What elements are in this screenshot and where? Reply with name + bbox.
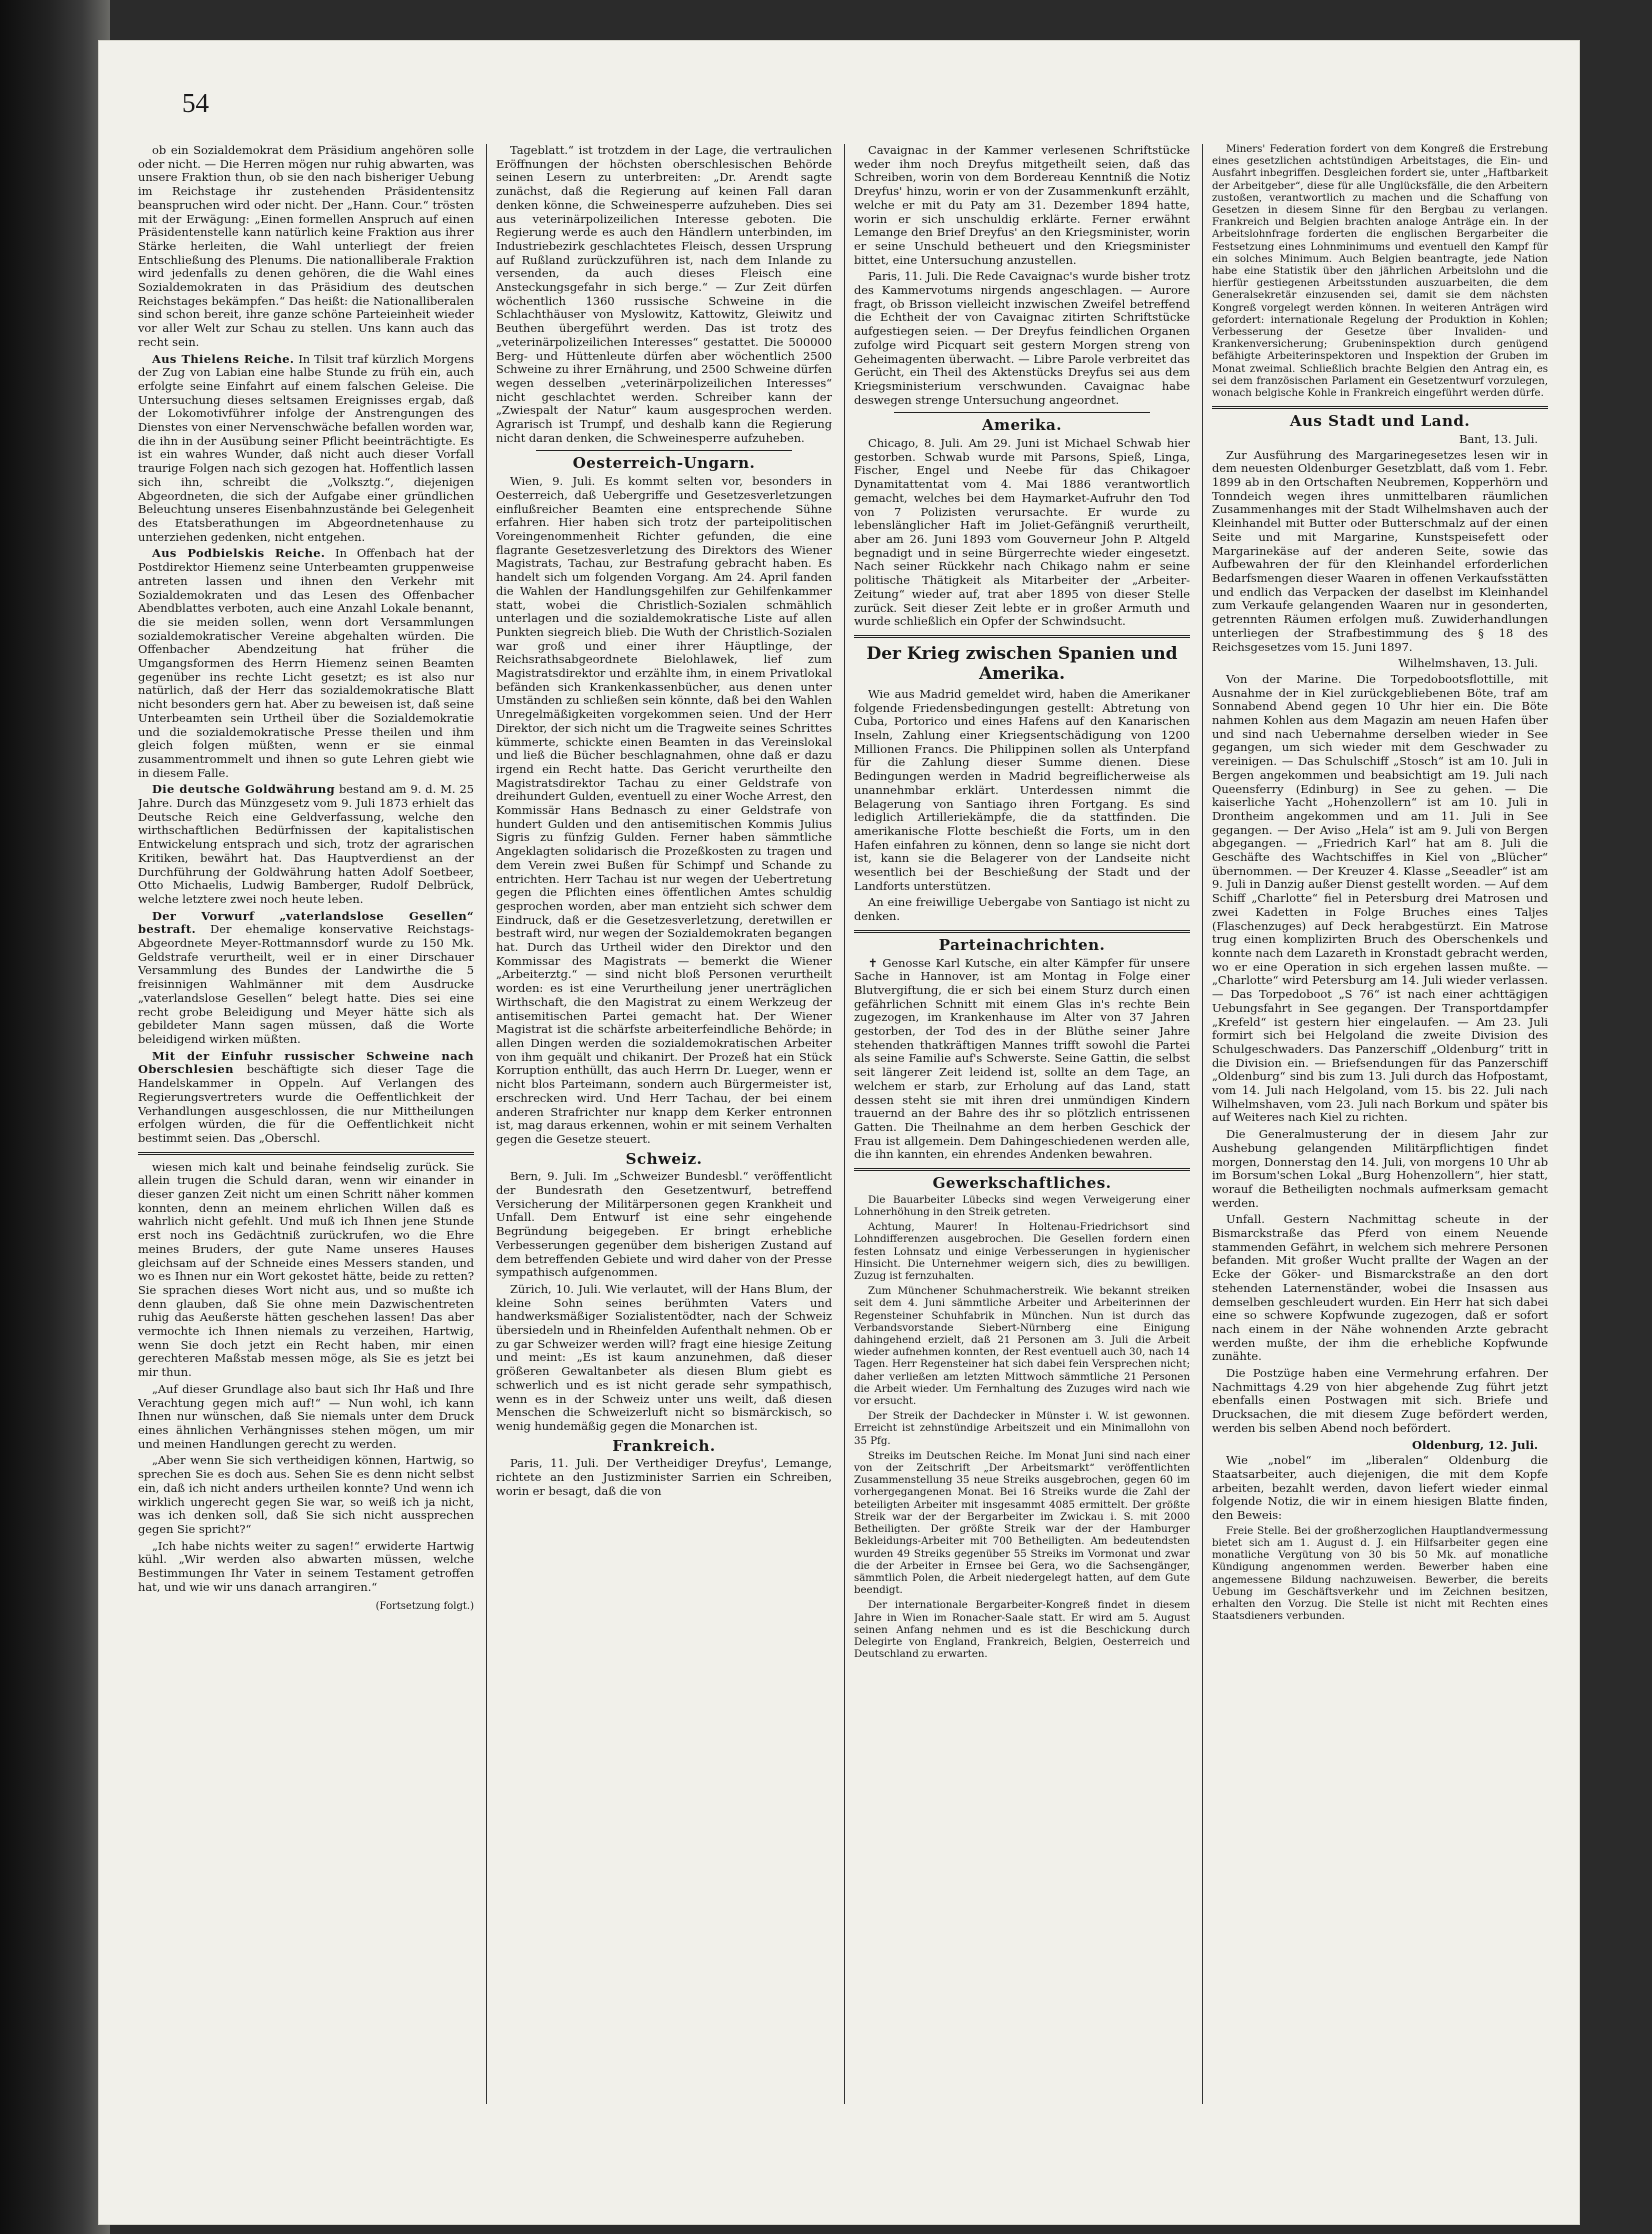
paragraph: Wien, 9. Juli. Es kommt selten vor, besonders in Oesterreich, daß Uebergriffe und Gesetzesverletzungen einflußreicher Beamten eine entsprechende Sühne erfahren. Hier haben sich trotz der parteipolitischen Voreingenommenheit Richter gefunden, die eine flagrante Gesetzesverletzung des Direktors des Wiener Magistrats, Tachau, zur Bestrafung gebracht haben. Es handelt sich um folgenden Vorgang. Am 24. April fanden die Wahlen der Handlungsgehilfen zur Gehilfenkammer statt, wobei die Christlich-Sozialen schmählich unterlagen und die sozialdemokratische Liste auf allen Punkten siegreich blieb. Die Wuth der Christlich-Sozialen war groß und einer ihrer Häuptlinge, der Reichsrathsabgeordnete Bielohlawek, lief zum Magistratsdirektor und erzählte ihm, in einem Privatlokal befänden sich Krankenkassenbücher, aus denen unter Umständen zu schließen sein könnte, daß bei den Wahlen Unregelmäßigkeiten vorgekommen seien. Und der Herr Direktor, der sich nicht um die Tragweite seines Schrittes kümmerte, schickte einen Beamten in das Vereinslokal und ließ die Bücher beschlagnahmen, ohne daß er dazu irgend ein Recht hatte. Das Gericht verurtheilte den Magistratsdirektor Tachau zu einer Geldstrafe von dreihundert Gulden, eventuell zu einer Woche Arrest, den Kommissär Hans Bednasch zu einer Geldstrafe von hundert Gulden und den antisemitischen Kommis Julius Sigris zu fünfzig Gulden. Ferner haben sämmtliche Angeklagten solidarisch die Prozeßkosten zu tragen und dem Verein zwei Bußen für Schimpf und Schande zu entrichten. Herr Tachau ist nur wegen der Uebertretung gegen die Pflichten eines öffentlichen Amtes schuldig gesprochen worden, aber man entzieht sich schwer dem Eindruck, daß er die Gesetzesverletzung, deretwillen er bestraft wird, nur wegen der Sozialdemokraten begangen hat. Durch das Urtheil wider den Direktor und den Kommissar des Magistrats — bemerkt die Wiener „Arbeiterztg.“ — sind nicht bloß Personen verurtheilt worden: es ist eine Verurtheilung jener unerträglichen Wirthschaft, die den Magistrat zu einem Werkzeug der antisemitischen Partei gemacht hat. Der Wiener Magistrat ist die schärfste arbeiterfeindliche Behörde; in allen Dingen werden die sozialdemokratischen Arbeiter von ihm gequält und chikanirt. Der Prozeß hat ein Stück Korruption enthüllt, das auch Herrn Dr. Lueger, wenn er nicht blos Parteimann, sondern auch Bürgermeister ist, erschrecken wird. Und Herr Tachau, der bei einem anderen Strafrichter nur knapp dem Kerker entronnen ist, mag daraus erkennen, wohin er mit seinem Verhalten gegen die Gesetze steuert. — [496, 474, 832, 1146]
feuilleton-paragraph: „Ich habe nichts weiter zu sagen!“ erwiderte Hartwig kühl. „Wir werden also abwarten müssen, welche Bestimmungen Ihr Vater in seinem Testament getroffen hat, und wie wir uns danach arrangiren.“ — [138, 1538, 474, 1594]
dateline: Oldenburg, 12. Juli. — [1412, 1437, 1538, 1452]
section-heading: Aus Podbielskis Reiche. — [152, 546, 326, 561]
paragraph: Chicago, 8. Juli. Am 29. Juni ist Michael Schwab hier gestorben. Schwab wurde mit Parsons, Spieß, Linga, Fischer, Engel und Neebe für das Chikagoer Dynamitattentat vom 4. Mai 1886 verantwortlich gemacht, welches bei dem Haymarket-Aufruhr den Tod von 7 Polizisten verursachte. Er wurde zu lebenslänglicher Haft im Joliet-Gefängniß verurtheilt, aber am 26. Juni 1893 vom Gouverneur John P. Altgeld begnadigt und in seine Bürgerrechte wieder eingesetzt. Nach seiner Rückkehr nach Chikago nahm er seine politische Thätigkeit als Mitarbeiter der „Arbeiter-Zeitung“ wieder auf, trat aber 1895 von dieser Stelle zurück. Seit dieser Zeit lebte er in großer Armuth und wurde schließlich ein Opfer der Schwindsucht. — [854, 436, 1190, 629]
paragraph: Zum Münchener Schuhmacherstreik. Wie bekannt streiken seit dem 4. Juni sämmtliche Arbeiter und Arbeiterinnen der Regensteiner Schuhfabrik in München. Nun ist durch das Verbandsvorstande Siebert-Nürnberg eine Einigung dahingehend erzielt, daß 21 Personen am 3. Juli die Arbeit wieder aufnehmen konnten, der Rest eventuell auch 30, nach 14 Tagen. Herr Regensteiner hat sich dabei fein Versprechen nicht; daher verließen am letzten Mittwoch sämmtliche 21 Personen die Arbeit wieder. Um Fernhaltung des Zuzuges wird nach wie vor ersucht. — [854, 1286, 1190, 1408]
feuilleton-paragraph: wiesen mich kalt und beinahe feindselig zurück. Sie allein trugen die Schuld daran, wenn wir einander in dieser ganzen Zeit nicht um einen Schritt näher kommen konnten, denn an meinem ehrlichen Willen daß es wahrlich nicht gefehlt. Und muß ich Ihnen jene Stunde erst noch ins Gedächtniß zurückrufen, wo die Ehre meines Bruders, der gute Name unseres Hauses gleichsam auf der Schneide eines Messers standen, und wo es Ihnen nur ein Wort gekostet hätte, beide zu retten? Sie sprachen dieses Wort nicht aus, und so mußte ich denn glauben, daß Sie ohne mein Dazwischentreten ruhig das Aeußerste hätten geschehen lassen! Das aber vermochte ich Ihnen niemals zu verzeihen, Hartwig, wenn Sie doch jetzt ein Recht haben, mir einen gerechteren Maßstab messen möge, als Sie es jetzt bei mir thun. — [138, 1159, 474, 1380]
dateline: Bant, 13. Juli. — [1459, 431, 1538, 446]
paragraph: Der ehemalige konservative Reichstags-Abgeordnete Meyer-Rottmannsdorf wurde zu 150 Mk. Geldstrafe verurtheilt, weil er in einer Dirschauer Versammlung des Bundes der Landwirthe die 5 freisinnigen Wahlmänner mit dem Ausdrucke „vaterlandslose Gesellen“ belegt hatte. Dies sei eine recht grobe Beleidigung und Meyer hätte sich als gebildeter Mann sagen müssen, daß die Worte beleidigend wirken müßten. — [138, 922, 474, 1046]
paragraph: Zürich, 10. Juli. Wie verlautet, will der Hans Blum, der kleine Sohn seines berühmten Vaters und handwerksmäßiger Sozialistentödter, nach der Schweiz übersiedeln und in Rheinfelden Aufenthalt nehmen. Ob er zu gar Schweizer werden will? fragt eine hiesige Zeitung und meint: „Es ist kaum anzunehmen, daß dieser größeren Gewaltanbeter als diesen Blum giebt es schwerlich und es ist nicht gerade sehr sympathisch, wenn es in der Schweiz unter uns weilt, daß diesen Menschen die Schweizerluft nicht so bismärckisch, so wenig hundemäßig gegen die Monarchen ist. — [496, 1281, 832, 1433]
column-rule — [1202, 144, 1203, 2104]
section-rule — [536, 450, 792, 451]
paragraph: Bern, 9. Juli. Im „Schweizer Bundesbl.“ veröffentlicht der Bundesrath den Gesetzentwurf, betreffend Versicherung der Militärpersonen gegen Krankheit und Unfall. Dem Entwurf ist eine sehr eingehende Begründung beigegeben. Er bringt erhebliche Verbesserungen gegenüber dem bisherigen Zustand auf dem betreffenden Gebiete und wird daher von der Presse sympathisch aufgenommen. — [496, 1169, 832, 1280]
section-rule — [894, 412, 1150, 413]
paragraph: Die Generalmusterung der in diesem Jahr zur Aushebung gelangenden Militärpflichtigen findet morgen, Donnerstag den 14. Juli, von morgens 10 Uhr ab im Borsum'schen Lokal „Burg Hohenzollern“, hier statt, worauf die Betheiligten nochmals aufmerksam gemacht werden. — [1212, 1127, 1548, 1210]
section-heading: Aus Stadt und Land. — [1289, 412, 1471, 431]
column-rule — [844, 144, 845, 2104]
paragraph: ✝ Genosse Karl Kutsche, ein alter Kämpfer für unsere Sache in Hannover, ist am Montag in Folge einer Blutvergiftung, die er sich bei einem Sturz durch einen gefährlichen Schnitt mit einem Glas in's rechte Bein zugezogen, im Krankenhause im Alter von 37 Jahren gestorben, der Tod des in der Blüthe seiner Jahre stehenden thatkräftigen Mannes trifft sowohl die Partei als seine Familie auf's Schwerste. Seine Gattin, die selbst seit längerer Zeit leidend ist, sollte an dem Tage, an welchem er starb, zur Erholung auf das Land, statt dessen steht sie mit ihren drei unmündigen Kindern trauernd an der Bahre des ihr so plötzlich entrissenen Gatten. Die Theilnahme an dem herben Geschick der Frau ist allgemein. Dem Dahingeschiedenen werden alle, die ihn kannten, ein ehrendes Andenken bewahren. — [854, 955, 1190, 1162]
section-heading: Die deutsche Goldwährung — [152, 782, 335, 797]
paragraph: beschäftigte sich dieser Tage die Handelskammer in Oppeln. Auf Verlangen des Regierungsvertreters wurde die Oeffentlichkeit der Verhandlungen ausgeschlossen, die nur Mittheilungen erfolgen würden, die für die Oeffentlichkeit nicht bestimmt seien. Das „Oberschl. — [138, 1062, 474, 1145]
paragraph: Der Streik der Dachdecker in Münster i. W. ist gewonnen. Erreicht ist zehnstündige Arbeitszeit und ein Minimallohn von 35 Pfg. — [854, 1411, 1190, 1447]
paragraph: In Tilsit traf kürzlich Morgens der Zug von Labian eine halbe Stunde zu früh ein, auch erfolgte seine Einfahrt auf einem falschen Geleise. Die Untersuchung dieses seltsamen Ereignisses ergab, daß der Lokomotivführer infolge der Anstrengungen des Dienstes von einer Nervenschwäche befallen worden war, die ihn in der Ausübung seiner Pflicht beeinträchtigte. Es ist ein wahres Wunder, daß nicht auch dieser Vorfall traurige Folgen nach sich gezogen hat. Hoffentlich lassen sich ihn, schreibt die „Volksztg.“, diejenigen Abgeordneten, die sich der Aufgabe einer gründlichen Beleuchtung unseres Eisenbahnzustände bei Gelegenheit des Etatsberathungen im Abgeordnetenhause zu unterziehen gedenken, nicht entgehen. — [138, 351, 474, 544]
section-heading: Oesterreich-Ungarn. — [572, 454, 756, 473]
continuation-note: (Fortsetzung folgt.) — [375, 1601, 474, 1613]
dateline: Wilhelmshaven, 13. Juli. — [1398, 656, 1538, 671]
section-heading: Parteinachrichten. — [938, 935, 1106, 954]
page-number: 54 — [182, 88, 209, 118]
paragraph: Unfall. Gestern Nachmittag scheute in der Bismarckstraße das Pferd von einem Neuende stammenden Gefährt, in welchem sich mehrere Personen befanden. Mit großer Wucht prallte der Wagen an der Ecke der Göker- und Bismarckstraße an den dort stehenden Laternenständer, wobei die Insassen aus demselben geschleudert wurden. Ein Herr hat sich dabei eine so schwere Kopfwunde zugezogen, daß er sofort nach einem in der Nähe wohnenden Arzte gebracht werden mußte, der ihm die erhebliche Kopfwunde zunähte. — [1212, 1212, 1548, 1364]
paragraph: Zur Ausführung des Margarinegesetzes lesen wir in dem neuesten Oldenburger Gesetzblatt, daß vom 1. Febr. 1899 ab in den Ortschaften Neubremen, Kopperhörn und Tonndeich wegen ihres unmittelbaren räumlichen Zusammenhanges mit der Stadt Wilhelmshaven auch der Kleinhandel mit Butter oder Butterschmalz auf der einen Seite und mit Margarine, Kunstspeisefett oder Margarinekäse auf der anderen Seite, sowie das Aufbewahren der für den Kleinhandel erforderlichen Bedarfsmengen dieser Waaren in offenen Verkaufsstätten und endlich das Verpacken der daselbst im Kleinhandel zum Verkaufe gelangenden Waaren nur in gesonderten, getrennten Räumen erfolgen muß. Zuwiderhandlungen unterliegen der Strafbestimmung des § 18 des Reichsgesetzes vom 15. Juni 1897. — [1212, 447, 1548, 654]
newspaper-page — [98, 40, 1580, 2225]
paragraph: Miners' Federation fordert von dem Kongreß die Erstrebung eines gesetzlichen achtstündigen Arbeitstages, die Ein- und Ausfahrt inbegriffen. Desgleichen fordert sie, unter „Haftbarkeit der Arbeitgeber“, diese für alle Unglücksfälle, die den Arbeitern zustoßen, verantwortlich zu machen und die Schaffung von Gesetzen in diesem Sinne für den Bergbau zu verlangen. Frankreich und Belgien brachten analoge Anträge ein. In der Arbeitslohnfrage forderten die englischen Bergarbeiter die Festsetzung eines Lohnminimums und eventuell den Kampf für ein solches Minimum. Auch Belgien beantragte, jede Nation habe eine Statistik über den jährlichen Arbeitslohn und die hierfür gestiegenen Arbeitsstunden auszuarbeiten, die dem Generalsekretär einzusenden sei, damit sie dem nächsten Kongreß vorgelegt werden können. In weiteren Anträgen wird gefordert: internationale Regelung der Produktion in Kohlen; Verbesserung der Gesetze über Invaliden- und Krankenversicherung; Grubeninspektion durch genügend befähigte Arbeiterinspektoren und Inspektion der Gruben im Monat zweimal. Schließlich brachte Belgien den Antrag ein, es sei dem französischen Parlament ein Gesetzentwurf vorzulegen, wonach belgische Kohle in Frankreich eingeführt werden dürfe. — [1212, 144, 1548, 400]
paragraph: Paris, 11. Juli. Die Rede Cavaignac's wurde bisher trotz des Kammervotums nirgends angeschlagen. — Aurore fragt, ob Brisson vielleicht inzwischen Zweifel betreffend die Echtheit der von Cavaignac zitirten Schriftstücke aufgestiegen seien. — Der Dreyfus feindlichen Organen zufolge wird Picquart seit gestern Morgen streng von Geheimagenten überwacht. — Libre Parole verbreitet das Gerücht, ein Theil des Aktenstücks Dreyfus sei aus dem Kriegsministerium verschwunden. Cavaignac habe deswegen strenge Untersuchung angeordnet. — [854, 269, 1190, 407]
paragraph: ob ein Sozialdemokrat dem Präsidium angehören solle oder nicht. — Die Herren mögen nur ruhig abwarten, was unsere Fraktion thun, ob sie den nach bisheriger Uebung im Reichstage ihr zustehenden Präsidentensitz beanspruchen wird oder nicht. Der „Hann. Cour.“ trösten mit der Erwägung: „Einen formellen Anspruch auf einen Präsidentenstelle kann natürlich keine Fraktion aus ihrer Stärke herleiten, die Wahl unterliegt der freien Entschließung des Plenums. Die nationalliberale Fraktion wird jedenfalls zu denen gehören, die die Wahl eines Sozialdemokraten in das Präsidium des deutschen Reichstages bekämpfen.“ Das heißt: die Nationalliberalen sind schon bereit, ihre ganze schöne Parteieinheit wieder vor aller Welt zur Schau zu stellen. Uns kann auch das recht sein. — [138, 144, 474, 349]
section-heading: Der Vorwurf „vaterlandslose Gesellen“ bestraft. — [138, 908, 474, 937]
section-heading: Frankreich. — [612, 1436, 716, 1455]
section-rule — [854, 1168, 1190, 1171]
section-heading: Gewerkschaftliches. — [932, 1174, 1112, 1193]
column-2 — [496, 144, 832, 2084]
paragraph: Cavaignac in der Kammer verlesenen Schriftstücke weder ihm noch Dreyfus mitgetheilt seien, daß das Schreiben, worin von dem Bordereau Kenntniß die Notiz Dreyfus' hinzu, worin er von der Zusammenkunft erzählt, welche er mit du Paty am 31. Dezember 1894 hatte, worin er sich unschuldig erklärte. Ferner erwähnt Lemange den Brief Dreyfus' an den Kriegsminister, worin er seine Unschuld betheuert und den Kriegsminister bittet, eine Untersuchung anzustellen. — [854, 144, 1190, 267]
paragraph: Wie aus Madrid gemeldet wird, haben die Amerikaner folgende Friedensbedingungen gestellt: Abtretung von Cuba, Portorico und eines Hafens auf den Kanarischen Inseln, Zahlung einer Kriegsentschädigung von 1200 Millionen Francs. Die Philippinen sollen als Unterpfand für die Zahlung dieser Summe dienen. Diese Bedingungen werden in Madrid begreiflicherweise als unannehmbar erklärt. Unterdessen nimmt die Belagerung von Santiago ihren Fortgang. Es sind lediglich Artilleriekämpfe, die da stattfinden. Die amerikanische Flotte beschießt die Forts, um in den Hafen einfahren zu können, denn so lange sie nicht dort ist, kann sie die Belagerer von der Landseite nicht wesentlich bei der Beschießung der Stadt und der Landforts unterstützen. — [854, 686, 1190, 893]
paragraph: An eine freiwillige Uebergabe von Santiago ist nicht zu denken. — [854, 895, 1190, 924]
feuilleton-separator — [138, 1152, 474, 1155]
section-heading: Schweiz. — [625, 1149, 703, 1168]
section-heading: Amerika. — [982, 416, 1062, 435]
column-3 — [854, 144, 1190, 2084]
column-1 — [138, 144, 474, 2084]
paragraph: Freie Stelle. Bei der großherzoglichen Hauptlandvermessung bietet sich am 1. August d. J. ein Hilfsarbeiter gegen eine monatliche Vergütung von 30 bis 50 Mk. auf monatliche Kündigung angenommen werden. Bewerber haben eine angemessene Bildung nachzuweisen. Bewerber, die bereits Uebung im Geschäftsverkehr und im Zeichnen besitzen, erhalten den Vorzug. Die Stelle ist nicht mit Rechten eines Staatsdieners verbunden. — [1212, 1525, 1548, 1623]
paragraph: Der internationale Bergarbeiter-Kongreß findet in diesem Jahre in Wien im Ronacher-Saale statt. Er wird am 5. August seinen Anfang nehmen und es ist die Beschickung durch Delegirte von England, Frankreich, Belgien, Oesterreich und Deutschland zu erwarten. — [854, 1600, 1190, 1661]
section-heading: Mit der Einfuhr russischer Schweine nach Oberschlesien — [138, 1048, 474, 1077]
column-rule — [486, 144, 487, 2104]
paragraph: Achtung, Maurer! In Holtenau-Friedrichsort sind Lohndifferenzen ausgebrochen. Die Gesellen fordern einen festen Lohnsatz und einige Verbesserungen in hygienischer Hinsicht. Die Unternehmer weigern sich, dies zu bewilligen. Zuzug ist fernzuhalten. — [854, 1222, 1190, 1283]
column-4 — [1212, 144, 1548, 2084]
paragraph: In Offenbach hat der Postdirektor Hiemenz seine Unterbeamten gruppenweise antreten lassen und ihnen den Verkehr mit Sozialdemokraten und das Lesen des Offenbacher Abendblattes verboten, auch eine Anzahl Lokale benannt, die sie meiden sollen, wenn dort Versammlungen sozialdemokratischer Vereine abgehalten würden. Die Offenbacher Abendzeitung hat früher die Umgangsformen des Herrn Hiemenz seinen Beamten gegenüber ins rechte Licht gesetzt; es ist also nur natürlich, daß der Herr das sozialdemokratische Blatt nicht besonders gern hat. Aber zu beweisen ist, daß seine Unterbeamten sein Urtheil über die Sozialdemokratie und die sozialdemokratische Presse theilen und ihm gleich folgen müßten, wenn er sie einmal zusammentrommelt und ihnen so gute Lehren giebt wie in diesem Falle. — [138, 546, 474, 780]
paragraph: Paris, 11. Juli. Der Vertheidiger Dreyfus', Lemange, richtete an den Justizminister Sarrien ein Schreiben, worin er besagt, daß die von — [496, 1456, 832, 1498]
section-heading: Der Krieg zwischen Spanien und Amerika. — [866, 643, 1178, 684]
paragraph: Die Bauarbeiter Lübecks sind wegen Verweigerung einer Lohnerhöhung in den Streik getreten. — [854, 1194, 1190, 1219]
feuilleton-paragraph: „Aber wenn Sie sich vertheidigen können, Hartwig, so sprechen Sie es doch aus. Sehen Sie es denn nicht selbst ein, daß ich nicht anders urtheilen konnte? Und wenn ich wirklich ungerecht gegen Sie war, so weiß ich ja nicht, was ich denken soll, daß Sie sich nicht aussprechen gegen Sie spricht?“ — [138, 1453, 474, 1536]
paragraph: Tageblatt.“ ist trotzdem in der Lage, die vertraulichen Eröffnungen der höchsten oberschlesischen Behörde seinen Lesern zu unterbreiten: „Dr. Arendt sagte zunächst, daß die Regierung auf keinen Fall daran denken könne, die Schweinesperre aufzuheben. Dies sei aus veterinärpolizeilichen Interesse geboten. Die Regierung werde es auch den Händlern unterbinden, im Industriebezirk geschlachtetes Fleisch, dessen Ursprung auf Rußland zurückzuführen ist, nach dem Inlande zu versenden, da auch dieses Fleisch eine Ansteckungsgefahr in sich berge.“ — Zur Zeit dürfen wöchentlich 1360 russische Schweine in die Schlachthäuser von Myslowitz, Kattowitz, Gleiwitz und Beuthen übergeführt werden. Das ist trotz des „veterinärpolizeilichen Interesses“ gestattet. Die 500000 Berg- und Hüttenleute dürfen aber wöchentlich 2500 Schweine zu ihrer Ernährung, und 2500 Schweine dürfen wegen desselben „veterinärpolizeilichen Interesses“ nicht geschlachtet werden. Schreiber kann der „Zwiespalt der Natur“ kaum ausgesprochen werden. Agrarisch ist Trumpf, und deshalb kann die Regierung nicht daran denken, die Schweinesperre aufzuheben. — [496, 144, 832, 445]
paragraph: Wie „nobel“ im „liberalen“ Oldenburg die Staatsarbeiter, auch diejenigen, die mit dem Kopfe arbeiten, bezahlt werden, davon liefert wieder einmal folgende Notiz, die wir in einem hiesigen Blatte finden, den Beweis: — [1212, 1453, 1548, 1523]
paragraph: bestand am 9. d. M. 25 Jahre. Durch das Münzgesetz vom 9. Juli 1873 erhielt das Deutsche Reich eine Geldverfassung, welche den wirthschaftlichen Bedürfnissen der kapitalistischen Entwickelung entsprach und sich, trotz der agrarischen Kritiken, bewährt hat. Das Hauptverdienst an der Durchführung der Goldwährung hatten Adolf Soetbeer, Otto Michaelis, Ludwig Bamberger, Rudolf Delbrück, welche letztere zwei noch heute leben. — [138, 782, 474, 906]
paragraph: Streiks im Deutschen Reiche. Im Monat Juni sind nach einer von der Zeitschrift „Der Arbeitsmarkt“ veröffentlichten Zusammenstellung 35 neue Streiks ausgebrochen, gegen 60 im vorhergegangenen Monat. Bei 16 Streiks wurde die Zahl der beteiligten Arbeiter mit insgesammt 4085 ermittelt. Der größte Streik war der der Bergarbeiter im Zwickau i. S. mit 2000 Betheiligten. Der größte Streik war der der Hamburger Bekleidungs-Arbeiter mit 700 Betheiligten. Am bedeutendsten wurden 49 Streiks gegenüber 55 Streiks im Vormonat und zwar die der Arbeiter in Ernsee bei Gera, wo die Sachsengänger, sämmtlich Polen, die Arbeit niedergelegt hatten, auf dem Gute beendigt. — [854, 1450, 1190, 1597]
section-rule — [854, 930, 1190, 933]
section-rule — [1212, 406, 1548, 409]
feuilleton-paragraph: „Auf dieser Grundlage also baut sich Ihr Haß und Ihre Verachtung gegen mich auf!“ — Nun wohl, ich kann Ihnen nur wünschen, daß Sie niemals unter dem Druck eines ähnlichen Verhängnisses stehen mögen, um mir und meinen Handlungen gerecht zu werden. — [138, 1381, 474, 1451]
paragraph: Von der Marine. Die Torpedobootsflottille, mit Ausnahme der in Kiel zurückgebliebenen Böte, traf am Sonnabend Abend gegen 10 Uhr hier ein. Die Böte nahmen Kohlen aus dem Magazin am neuen Hafen über und sind nach Uebernahme derselben wieder in See gegangen, um sich wieder mit dem Geschwader zu vereinigen. — Das Schulschiff „Stosch“ ist am 10. Juli in Bergen angekommen und beabsichtigt am 19. Juli nach Queensferry (Edinburg) in See zu gehen. — Die kaiserliche Yacht „Hohenzollern“ ist am 10. Juli in Drontheim angekommen und am 11. Juli in See gegangen. — Der Aviso „Hela“ ist am 9. Juli von Bergen abgegangen. — „Friedrich Karl“ hat am 8. Juli die Geschäfte des Wachtschiffes in Kiel von „Blücher“ übernommen. — Der Kreuzer 4. Klasse „Seeadler“ ist am 9. Juli in Danzig außer Dienst gestellt worden. — Auf dem Schiff „Charlotte“ fiel in Petersburg drei Matrosen und zwei Kadetten in Folge Bruches eines Taljes (Flaschenzuges) auf Deck herabgestürzt. Ein Matrose trug einen komplizirten Bruch des Oberschenkels und konnte nach dem Lazareth in Kronstadt gebracht werden, wo er eine Operation in sich ergehen lassen mußte. — „Charlotte“ wird Petersburg am 14. Juli wieder verlassen. — Das Torpedoboot „S 76“ ist nach einer achttägigen Uebungsfahrt in See gegangen. Der Transportdampfer „Krefeld“ ist gestern hier eingelaufen. — Am 23. Juli formirt sich bei Helgoland die zweite Division des Schulgeschwaders. Das Panzerschiff „Oldenburg“ tritt in die Division ein. — Briefsendungen für das Panzerschiff „Oldenburg“ sind bis zum 13. Juli durch das Hofpostamt, vom 14. Juli nach Helgoland, vom 15. bis 22. Juli nach Wilhelmshaven, vom 23. Juli nach Borkum und später bis auf Weiteres nach Kiel zu richten. — [1212, 671, 1548, 1125]
section-rule — [854, 635, 1190, 638]
paragraph: Die Postzüge haben eine Vermehrung erfahren. Der Nachmittags 4.29 von hier abgehende Zug führt jetzt ebenfalls einen Postwagen mit sich. Briefe und Drucksachen, die mit diesem Zuge befördert werden, werden bis selben Abend noch befördert. — [1212, 1366, 1548, 1435]
book-binding — [0, 0, 110, 2234]
section-heading: Aus Thielens Reiche. — [152, 351, 295, 366]
